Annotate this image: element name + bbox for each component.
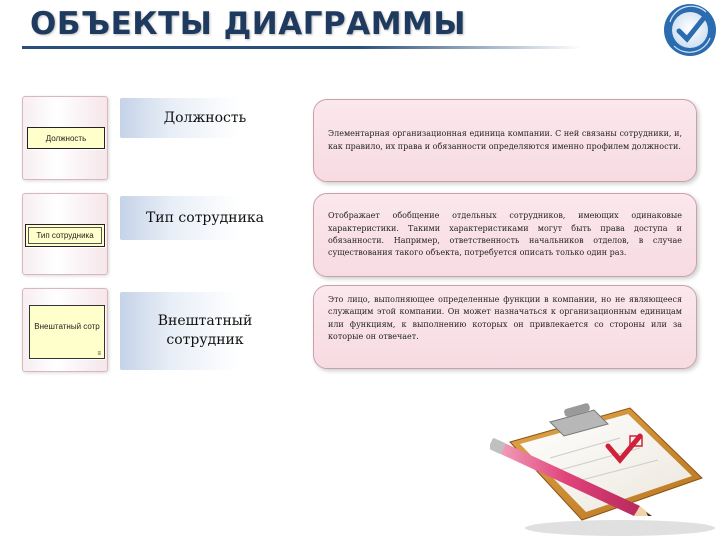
external-employee-label-box [120,292,290,370]
employee-type-shape-label: Тип сотрудника [36,231,94,240]
faculty-logo-icon [662,2,718,58]
position-shape [27,127,105,149]
page-title: ОБЪЕКТЫ ДИАГРАММЫ [30,6,467,42]
employee-type-label-box [120,196,290,240]
external-employee-name: Внештатный сотрудник [157,313,253,348]
employee-type-description: Отображает обобщение отдельных сотрудников, имеющих одинаковые характеристики. Такими характеристиками могут быть права доступа и обязанности. Например, ответственность начальников отделов, в случае существования такого объекта, потребуется описать только один раз. [328,211,682,258]
position-name: Должность [163,109,247,126]
position-shape-label: Должность [45,133,87,143]
external-employee-description: Это лицо, выполняющее определенные функции в компании, но не являющееся служащим этой компании. Он может назначаться к организационным единицам или функциям, к выполнению которых он привлекается со стороны или за которые он отвечает. [328,295,682,342]
position-description: Элементарная организационная единица компании. С ней связаны сотрудники, и, как правило, их права и обязанности определяются именно профилем должности. [328,129,682,151]
external-employee-shape-label: Внештатный сотр [34,322,100,331]
employee-type-name: Тип сотрудника [145,209,265,226]
external-employee-thumbnail [22,288,108,372]
employee-type-shape [25,224,105,247]
position-description-card [313,99,697,182]
external-employee-description-card [313,285,697,369]
clipboard-pencil-icon [490,400,720,540]
external-employee-shape [29,305,105,359]
position-label-box [120,98,290,138]
shape-marker-icon: ≡ [97,351,101,357]
title-underline [22,46,582,49]
position-thumbnail [22,96,108,180]
employee-type-description-card [313,193,697,277]
employee-type-thumbnail [22,193,108,275]
